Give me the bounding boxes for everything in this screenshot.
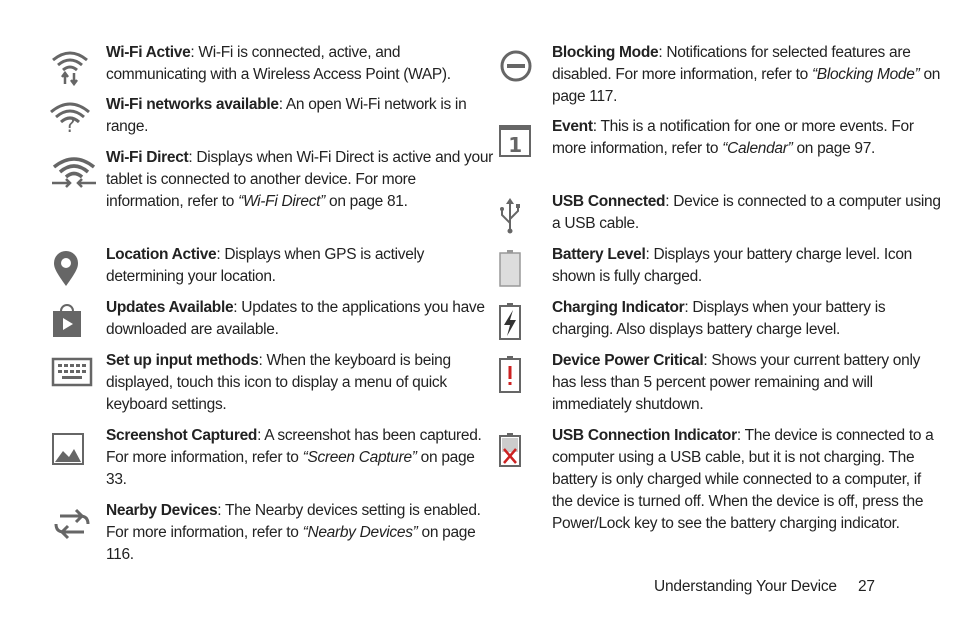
usb-icon <box>496 195 536 235</box>
entry-title: Charging Indicator <box>552 299 685 316</box>
battery-critical-icon <box>496 354 536 394</box>
page-footer <box>654 578 875 596</box>
entry-title: Updates Available <box>106 299 234 316</box>
entry-blocking-mode <box>496 42 942 108</box>
location-pin-icon <box>50 248 90 288</box>
entry-text: : Displays when Wi-Fi Direct is active and your tablet is connected to another device. For more information, refer to <box>106 149 493 210</box>
wifi-direct-icon <box>50 151 90 191</box>
entry-event <box>496 116 942 160</box>
entry-screenshot <box>50 425 496 491</box>
entry-charging <box>496 297 942 341</box>
entry-text: : Device is connected to a computer using a USB cable. <box>552 193 941 232</box>
entry-title: Set up input methods <box>106 352 259 369</box>
entry-ref: “Screen Capture” <box>302 449 417 466</box>
entry-text: : Updates to the applications you have downloaded are available. <box>106 299 485 338</box>
nearby-devices-icon <box>50 504 90 544</box>
entry-usb-connection-indicator <box>496 425 942 535</box>
entry-title: Device Power Critical <box>552 352 704 369</box>
entry-ref: “Blocking Mode” <box>811 66 920 83</box>
entry-text: : An open Wi-Fi network is in range. <box>106 96 467 135</box>
entry-wifi-active <box>50 42 496 86</box>
entry-usb-connected <box>496 191 942 235</box>
calendar-icon <box>496 120 536 160</box>
svg-text:?: ? <box>64 113 76 137</box>
battery-not-charging-icon <box>496 429 536 469</box>
entry-title: Screenshot Captured <box>106 427 258 444</box>
entry-after: on page 33. <box>106 449 475 488</box>
entry-title: Battery Level <box>552 246 646 263</box>
entry-title: Event <box>552 118 593 135</box>
entry-ref: “Nearby Devices” <box>302 524 418 541</box>
entry-title: Blocking Mode <box>552 44 659 61</box>
entry-text: : Shows your current battery only has less than 5 percent power remaining and will immediately shutdown. <box>552 352 921 413</box>
blocking-mode-icon <box>496 46 536 86</box>
entry-battery-level <box>496 244 942 288</box>
entry-after: on page 81. <box>325 193 408 210</box>
image-icon <box>50 429 90 469</box>
entry-input-methods <box>50 350 496 416</box>
entry-wifi-direct <box>50 147 496 213</box>
wifi-question-icon <box>50 98 90 138</box>
entry-text: : Displays when your battery is charging. Also displays battery charge level. <box>552 299 886 338</box>
entry-wifi-networks <box>50 94 496 138</box>
entry-location <box>50 244 496 288</box>
entry-updates <box>50 297 496 341</box>
entry-title: Nearby Devices <box>106 502 218 519</box>
wifi-active-icon <box>50 46 90 86</box>
play-store-icon <box>50 301 90 341</box>
entry-text: : A screenshot has been captured. For more information, refer to <box>106 427 482 466</box>
entry-text: : Notifications for selected features are disabled. For more information, refer to <box>552 44 911 83</box>
entry-title: USB Connection Indicator <box>552 427 737 444</box>
keyboard-icon <box>50 354 90 394</box>
entry-nearby <box>50 500 496 566</box>
entry-title: Wi-Fi networks available <box>106 96 279 113</box>
entry-text: : The Nearby devices setting is enabled. For more information, refer to <box>106 502 481 541</box>
page-number: 27 <box>858 578 875 595</box>
entry-text: : Displays your battery charge level. Icon shown is fully charged. <box>552 246 912 285</box>
entry-ref: “Calendar” <box>722 140 793 157</box>
entry-title: Wi-Fi Direct <box>106 149 189 166</box>
entry-title: Wi-Fi Active <box>106 44 191 61</box>
entry-after: on page 117. <box>552 66 941 105</box>
entry-text: : This is a notification for one or more events. For more information, refer to <box>552 118 914 157</box>
entry-after: on page 97. <box>792 140 876 157</box>
battery-charging-icon <box>496 301 536 341</box>
entry-text: : Displays when GPS is actively determining your location. <box>106 246 425 285</box>
entry-text: : The device is connected to a computer using a USB cable, but it is not charging. The battery is only charged while connected to a computer, if the device is turned off. When the device is off, press the Power/Lock key to see the battery charging indicator. <box>552 427 934 532</box>
battery-full-icon <box>496 248 536 288</box>
entry-text: : Wi-Fi is connected, active, and communicating with a Wireless Access Point (WAP). <box>106 44 451 83</box>
entry-after: on page 116. <box>106 524 476 563</box>
svg-text:1: 1 <box>508 133 522 157</box>
footer-section-title: Understanding Your Device <box>654 578 837 595</box>
entry-title: USB Connected <box>552 193 666 210</box>
entry-text: : When the keyboard is being displayed, touch this icon to display a menu of quick keyboard settings. <box>106 352 451 413</box>
entry-title: Location Active <box>106 246 217 263</box>
entry-power-critical <box>496 350 942 416</box>
entry-ref: “Wi-Fi Direct” <box>238 193 326 210</box>
